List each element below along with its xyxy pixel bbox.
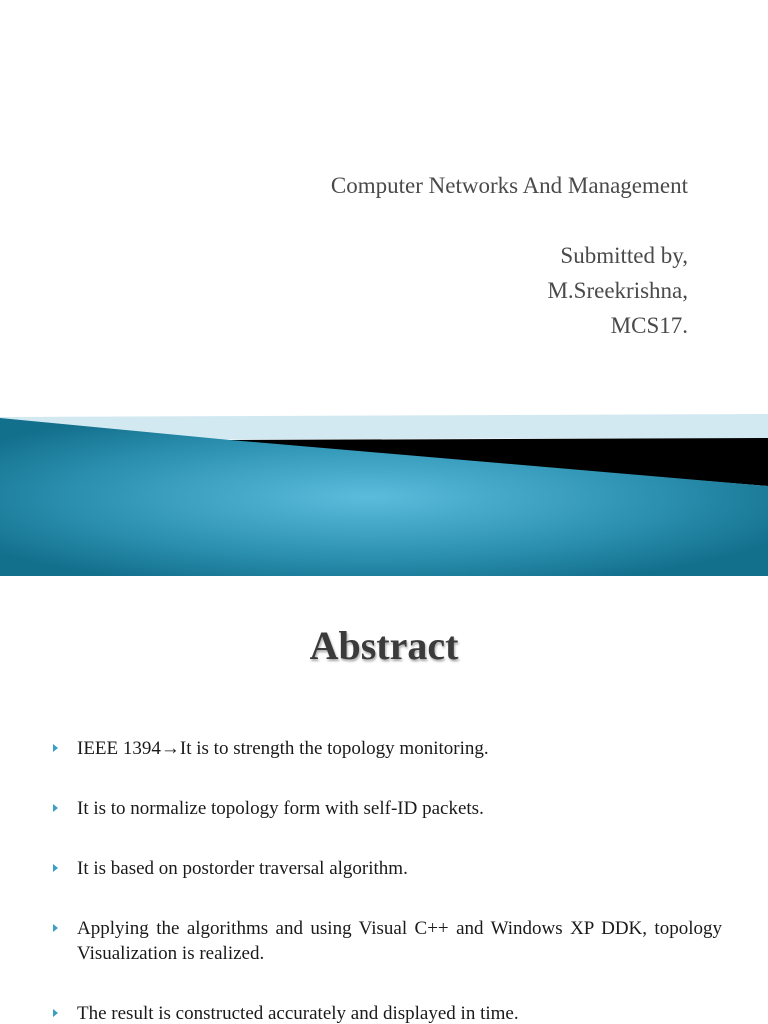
bullet-list: [50, 736, 722, 1024]
list-item-text: Applying the algorithms and using Visual C++ and Windows XP DDK, topology Visualization is realized.: [77, 918, 722, 964]
title-block: [331, 168, 688, 343]
list-item: [50, 856, 722, 881]
list-item: [50, 1001, 722, 1024]
list-item-text: It is based on postorder traversal algorithm.: [77, 858, 408, 879]
list-item: [50, 736, 722, 761]
triangle-right-icon: [53, 924, 58, 932]
author-roll-number: MCS17.: [610, 313, 688, 338]
triangle-right-icon: [53, 1009, 58, 1017]
list-item: [50, 796, 722, 821]
triangle-right-icon: [53, 744, 58, 752]
triangle-right-icon: [53, 864, 58, 872]
list-item-text: It is to normalize topology form with self-ID packets.: [77, 798, 484, 819]
list-item-text: IEEE 1394→It is to strength the topology monitoring.: [77, 738, 489, 759]
abstract-slide: [0, 576, 768, 1024]
triangle-right-icon: [53, 804, 58, 812]
list-item-text: The result is constructed accurately and displayed in time.: [77, 1003, 519, 1024]
author-name: M.Sreekrishna,: [547, 278, 688, 303]
slide-heading: Abstract: [309, 623, 459, 668]
list-item: [50, 916, 722, 966]
submitted-by-label: Submitted by,: [560, 243, 688, 268]
presentation-title: Computer Networks And Management: [330, 173, 688, 198]
